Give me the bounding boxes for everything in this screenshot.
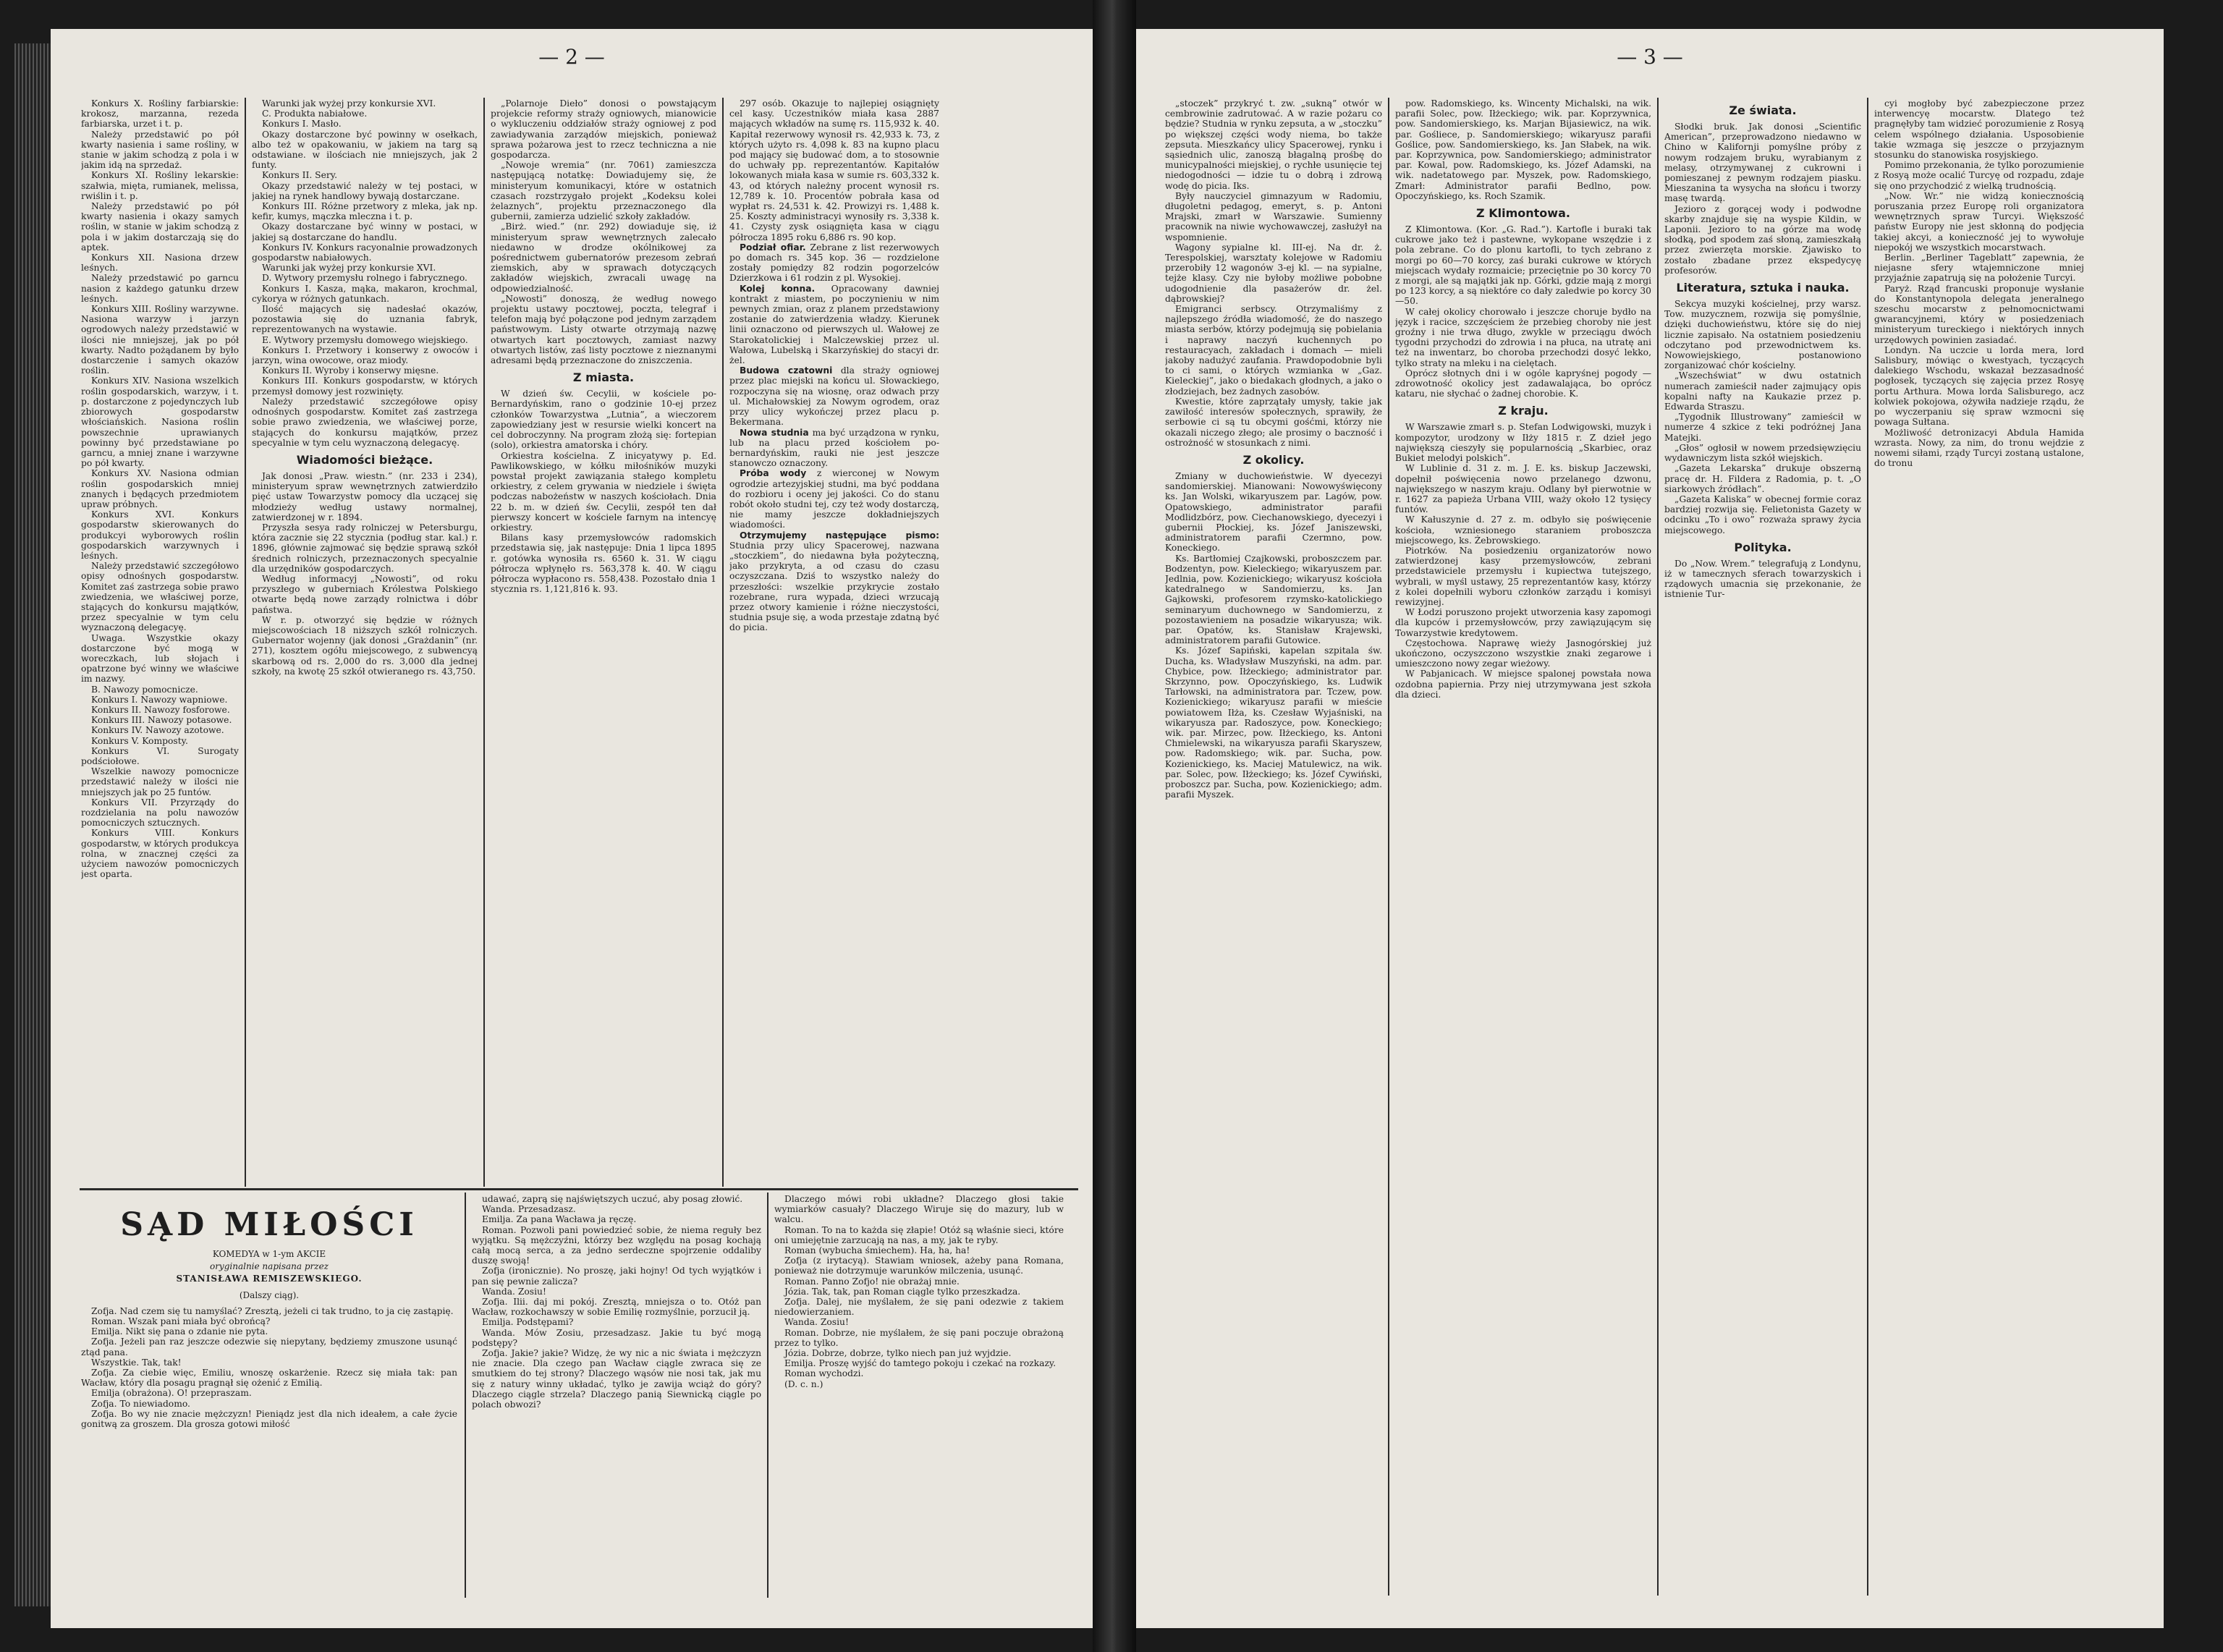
column-left-1 [81, 98, 239, 1184]
paragraph: D. Wytwory przemysłu rolnego i fabrycznego. [262, 273, 467, 284]
paragraph: Bilans kasy przemysłowców radomskich przedstawia się, jak następuje: Dnia 1 lipca 1895 r. gotówka wynosiła rs. 6560 k. 31. W ciągu półrocza wpłynęło rs. 563,378 k. 40. W ciągu półrocza wypłacono rs. 558,438. Pozostało dnia 1 stycznia rs. 1,121,816 k. 93. [491, 533, 716, 595]
play-line: Emilja. Podstępami? [482, 1317, 574, 1328]
feuilleton-rule [80, 1188, 1078, 1190]
paragraph: Konkurs II. Wyroby i konserwy mięsne. [262, 365, 439, 376]
section-heading: Literatura, sztuka i nauka. [1676, 281, 1850, 295]
lead-heading: Nowa studnia [740, 427, 809, 438]
paragraph: W Lublinie d. 31 z. m. J. E. ks. biskup Jaczewski, dopełnił poświęcenia nowo przelanego dzwonu, największego w naszym kraju. Odlany był pierwotnie w r. 1627 za papieża Urbana VIII, waży około 12 tysięcy funtów. [1395, 463, 1651, 515]
column-right-3 [1664, 98, 1861, 1596]
paragraph: W Warszawie zmarł s. p. Stefan Lodwigowski, muzyk i kompozytor, urodzony w Iłży 1815 r. Z dzieł jego największą cieszyły się popularnością „Skarbiec, oraz Bukiet melodyi polskich”. [1395, 422, 1651, 464]
lead-heading: Podział ofiar. [740, 242, 806, 253]
page-stack-edge [14, 43, 51, 1606]
paragraph: Londyn. Na uczcie u lorda mera, lord Salisbury, mówiąc o kwestyach, tyczących dalekiego Wschodu, wskazał bezzasadność pogłosek, tyczących się zajęcia przez Rosyę portu Arthura. Mowa lorda Salisburego, acz kolwiek pokojowa, ożywiła nadzieje rządu, że po wyczerpaniu się spraw wzmocni się powaga Sułtana. [1874, 344, 2084, 428]
lead-heading: Kolej konna. [740, 283, 816, 294]
paragraph: Ilość mających się nadesłać okazów, pozostawia się do uznania fabryk, reprezentowanych na wystawie. [252, 304, 478, 335]
play-line: Zofja. Ilii. daj mi pokój. Zresztą, mniejsza o to. Otóż pan Wacław, rozkochawszy w sobie Emilię rozmyślnie, porzucił ją. [472, 1297, 761, 1318]
paragraph: Konkurs III. Nawozy potasowe. [91, 715, 232, 726]
play-line: Zofja. Jakie? jakie? Widzę, że wy nic a nic świata i mężczyzn nie znacie. Dla czego pan Wacław ciągle zwraca się ze smutkiem do tej strony? Dlaczego wąsów nie nosi tak, jak mu się z natury winny układać, tylko je zawija wciąż do góry? Dlaczego ciągle strzela? Dlaczego panią Siewnicką ciągle po polach obwozi? [472, 1348, 761, 1410]
paragraph: Konkurs II. Nawozy fosforowe. [91, 704, 230, 715]
paragraph: Otrzymujemy następujące pismo: Studnia przy ulicy Spacerowej, nazwana „stoczkiem”, do niedawna była pożyteczną, jako przykryta, a od czasu do czasu oczyszczana. Dziś to wszystko należy do przeszłości: wszelkie przykrycie zostało rozebrane, rura wypada, dzieci wrzucają przez otwory kamienie i różne nieczystości, studnia psuje się, a woda przestaje zdatną być do picia. [729, 530, 939, 633]
paragraph: Konkurs I. Kasza, mąka, makaron, krochmal, cykorya w różnych gatunkach. [252, 283, 478, 304]
section-heading: Z okolicy. [1242, 452, 1305, 467]
paragraph: „Now. Wr.” nie widzą koniecznością poruszania przez Europę roli organizatora wewnętrznych spraw Turcyi. Większość państw Europy nie jest skłonną do podjęcia takiej akcyi, a konieczność jej to wywołuje niepokój we wszystkich mocarstwach. [1874, 190, 2084, 253]
play-line: Emilja. Proszę wyjść do tamtego pokoju i czekać na rozkazy. [784, 1358, 1057, 1369]
play-title: SĄD MIŁOŚCI [120, 1206, 418, 1243]
column-rule [483, 98, 485, 1187]
paragraph: Emigranci serbscy. Otrzymaliśmy z najlepszego źródła wiadomość, że do naszego miasta serbów, którzy podejmują się pobielania i naprawy naczyń kuchennych po restauracyach, zakładach i domach — mieli jakoby nadużyć zaufania. Prawdopodobnie byli to ci sami, o których wzmianka w „Gaz. Kieleckiej”, jako o biedakach głodnych, a jako o złodziejach, bez żadnych zasobów. [1165, 304, 1382, 397]
paragraph: Konkurs IV. Konkurs racyonalnie prowadzonych gospodarstw nabiałowych. [252, 242, 478, 263]
paragraph: Pomimo przekonania, że tylko porozumienie z Rosyą może ocalić Turcyę od rozpadu, zdaje się ono przychodzić z wielką trudnością. [1874, 160, 2084, 191]
play-line: Emilja. Nikt się pana o zdanie nie pyta. [91, 1326, 268, 1337]
play-column-1 [81, 1194, 457, 1599]
column-rule [245, 98, 246, 1187]
play-line: Zofja (ironicznie). No proszę, jaki hojny! Od tych wyjątków i pan się pewnie zalicza? [472, 1266, 761, 1287]
column-left-4 [729, 98, 939, 1184]
play-line: Emilja. Za pana Wacława ja ręczę. [482, 1214, 637, 1225]
paragraph: Kolej konna. Opracowany dawniej kontrakt z miastem, po poczynieniu w nim pewnych zmian, oraz z planem przedstawiony zostanie do zatwierdzenia władzy. Kierunek linii oznaczono od pierwszych ul. Wałowej ze Starokatolickiej i Malczewskiej przez ul. Wałowa, Lubelską i Skarzyńskiej do stacyi dr. żel. [729, 283, 939, 366]
left-page [51, 29, 1093, 1628]
paragraph: Konkurs XI. Rośliny lekarskie: szałwia, mięta, rumianek, melissa, rwiślin i t. p. [81, 170, 239, 201]
column-rule [1867, 98, 1868, 1596]
paragraph: Należy przedstawić po pół kwarty nasienia i okazy samych roślin, w stanie w jakim schodzą z pola i w jakim dostarczają się do aptek. [81, 201, 239, 253]
paragraph: Do „Now. Wrem.” telegrafują z Londynu, iż w tamecznych sferach towarzyskich i rządowych umacnia się przekonanie, że istnienie Tur- [1664, 558, 1861, 600]
book-spine [1093, 0, 1136, 1652]
paragraph: Konkurs III. Różne przetwory z mleka, jak np. kefir, kumys, mączka mleczna i t. p. [252, 201, 478, 222]
play-line: Roman (wybucha śmiechem). Ha, ha, ha! [784, 1245, 970, 1256]
paragraph: W dzień św. Cecylii, w kościele po-Bernardyńskim, rano o godzinie 10-ej przez członków Towarzystwa „Lutnia”, a wieczorem zapowiedziany jest w resursie wielki koncert na cel dobroczynny. Na program złożą się: fortepian (solo), orkiestra amatorska i chóry. [491, 389, 716, 451]
paragraph: pow. Radomskiego, ks. Wincenty Michalski, na wik. parafii Solec, pow. Iłżeckiego; wik. par. Koprzywnica, pow. Sandomierskiego, ks. Marjan Bijasiewicz, na wik. par. Gośliece, p. Sandomierskiego; wikaryusz parafii Goślice, pow. Sandomierskiego, ks. Jan Słabek, na wik. par. Koprzywnica, pow. Sandomierskiego; administrator par. Kowal, pow. Radomskiego, ks. Józef Adamski, na wik. nadetatowego par. Myszek, pow. Radomskiego, Zmarł: Administrator parafii Bedlno, pow. Opoczyńskiego, ks. Roch Szamik. [1395, 98, 1651, 201]
paragraph: Częstochowa. Naprawę wieży Jasnogórskiej już ukończono, oczyszczono wszystkie znaki zegarowe i umieszczono nowy zegar wieżowy. [1395, 637, 1651, 669]
paragraph: Próba wody z wierconej w Nowym ogrodzie artezyjskiej studni, ma być poddana do rozbioru i oceny jej jakości. Co do stanu robót około studni tej, czy też wody dostarczą, nie mamy jeszcze dokładniejszych wiadomości. [729, 468, 939, 530]
section-heading: Wiadomości bieżące. [296, 452, 433, 467]
paragraph: Konkurs VIII. Konkurs gospodarstw, w których produkcya rolna, w znacznej części za użyciem nawozów pomocniczych jest oparta. [81, 828, 239, 880]
lead-heading: Otrzymujemy następujące pismo: [740, 530, 939, 541]
play-line: Wszystkie. Tak, tak! [91, 1357, 182, 1368]
paragraph: W r. p. otworzyć się będzie w różnych miejscowościach 18 niższych szkół rolniczych. Gubernator wojenny (jak donosi „Grażdanin” (nr. 271), kosztem ogółu miejscowego, z subwencyą skarbową od rs. 2,000 do rs. 3,000 dla jednej szkoły, na kwotę 25 szkół otwieranego rs. 43,750. [252, 614, 478, 677]
paragraph: Były nauczyciel gimnazyum w Radomiu, długoletni pedagog, emeryt, s. p. Antoni Mrajski, zmarł w Warszawie. Sumienny pracownik na niwie wychowawczej, zasłużył na wspomnienie. [1165, 190, 1382, 242]
play-line: Roman. To na to każda się złapie! Otóż są właśnie sieci, które oni umiejętnie zarzucają na nas, a my, jak te ryby. [774, 1224, 1064, 1245]
column-rule [1388, 98, 1389, 1596]
play-text-1 [81, 1306, 457, 1429]
paragraph: Należy przedstawić szczegółowo opisy odnośnych gospodarstw. Komitet zaś zastrzega sobie prawo zwiedzenia, we właściwej porze, stających do konkursu majątków, przez specyalnie w tym celu wyznaczoną delegacyę. [81, 561, 239, 633]
paragraph: „Nowoje wremia” (nr. 7061) zamieszcza następującą notatkę: Dowiadujemy się, że ministeryum komunikacyi, które w ostatnich czasach rozstrzygało projekt „Kodeksu kolei żelaznych”, projektu przeznaczonego dla gubernii, zamierza udzielić szkoły zakładów. [491, 160, 716, 222]
column-rule [465, 1193, 466, 1598]
paragraph: Konkurs I. Nawozy wapniowe. [91, 694, 228, 705]
paragraph: Uwaga. Wszystkie okazy dostarczone być mogą w woreczkach, lub słojach i opatrzone być winny we właściwe im nazwy. [81, 632, 239, 685]
paragraph: Orkiestra kościelna. Z inicyatywy p. Ed. Pawlikowskiego, w kółku miłośników muzyki powstał projekt zawiązania stałego kompletu orkiestry, z celem grywania w niedziele i święta podczas nabożeństw w naszych kościołach. Dnia 22 b. m. w dzień św. Cecylii, zespół ten dał pierwszy koncert w kościele farnym na intencyę orkiestry. [491, 450, 716, 533]
section-heading: Z kraju. [1498, 404, 1549, 418]
section-heading: Polityka. [1734, 540, 1792, 554]
paragraph: Należy przedstawić szczegółowe opisy odnośnych gospodarstw. Komitet zaś zastrzega sobie prawo zwiedzenia, we właściwej porze, stających do konkursu majątków, przez specyalnie w tym celu wyznaczoną delegacyę. [252, 396, 478, 448]
play-line: Zofja. Jeżeli pan raz jeszcze odezwie się niepytany, będziemy zmuszone usunąć ztąd pana. [81, 1337, 457, 1357]
play-line: Emilja (obrażona). O! przepraszam. [91, 1388, 252, 1399]
paragraph: Berlin. „Berliner Tageblatt” zapewnia, że niejasne sfery wtajemniczone mniej przyjaźnie zapatrują się na położenie Turcyi. [1874, 253, 2084, 284]
play-line: Józia. Dobrze, dobrze, tylko niech pan już wyjdzie. [784, 1348, 1012, 1359]
section-heading: Z miasta. [572, 370, 635, 385]
paragraph: Należy przedstawić po garncu nasion z każdego gatunku drzew leśnych. [81, 273, 239, 304]
paragraph: Według informacyj „Nowosti”, od roku przyszłego w guberniach Królestwa Polskiego otwarte będą nowe zarządy rolnictwa i dóbr państwa. [252, 573, 478, 615]
play-column-3 [774, 1194, 1064, 1599]
paragraph: B. Nawozy pomocnicze. [91, 684, 198, 695]
paragraph: Konkurs XVI. Konkurs gospodarstw skierowanych do produkcyi wyborowych roślin gospodarskich warzywnych i leśnych. [81, 509, 239, 561]
paragraph: W całej okolicy chorowało i jeszcze choruje bydło na język i racice, szczęściem że przebieg choroby nie jest groźny i nie trwa długo, zwykle w przeciągu dwóch tygodni przychodzi do zdrowia i na płuca, na utratę ani też na inwentarz, bo choroba przechodzi dosyć lekko, tylko straty na mleku i na cielętach. [1395, 306, 1651, 368]
paragraph: Nowa studnia ma być urządzona w rynku, lub na placu przed kościołem po-bernardyńskim, rauki nie jest jeszcze stanowczo oznaczony. [729, 427, 939, 469]
paragraph: Konkurs II. Sery. [262, 170, 337, 181]
paragraph: C. Produkta nabiałowe. [262, 109, 368, 119]
play-line: Zofja (z irytacyą). Stawiam wniosek, ażeby pana Romana, ponieważ nie dotrzymuje warunków milczenia, usunąć. [774, 1255, 1064, 1276]
paragraph: „Gazeta Lekarska” drukuje obszerną pracę dr. H. Fildera z Radomia, p. t. „O siarkowych źródłach”. [1664, 463, 1861, 494]
play-line: Roman. Wszak pani miała być obrońcą? [91, 1316, 271, 1327]
paragraph: Konkurs III. Konkurs gospodarstw, w których przemysł domowy jest rozwinięty. [252, 376, 478, 397]
play-line: Roman. Dobrze, nie myślałem, że się pani poczuje obrażoną przez to tylko. [774, 1327, 1064, 1348]
section-heading: Z Klimontowa. [1476, 206, 1570, 221]
paragraph: Jak donosi „Praw. wiestn.” (nr. 233 i 234), ministeryum spraw wewnętrznych zatwierdziło pięć ustaw Towarzystw pomocy dla uczącej się młodzieży według ustawy normalnej, zatwierdzonej w r. 1894. [252, 470, 478, 522]
paragraph: Konkurs XIV. Nasiona wszelkich roślin gospodarskich, warzyw, i t. p. dostarczone z pojedynczych lub zbiorowych gospodarstw włościańskich. Nasiona roślin powszechnie uprawianych powinny być przedstawiane po garncu, a mniej znane i warzywne po pół kwarty. [81, 376, 239, 469]
paragraph: „stoczek” przykryć t. zw. „sukną” otwór w cembrowinie zadrutować. A w razie pożaru co będzie? Studnia w rynku zepsuta, a w „stoczku” po większej części wody niema, bo także zepsuta. Mieszkańcy ulicy Spacerowej, rynku i sąsiednich ulic, zanoszą błagalną prośbę do municypalności miejskiej, o rychłe usunięcie tej niedogodności — idzie tu o dobrą i zdrową wodę do picia. Iks. [1165, 98, 1382, 191]
play-line: Wanda. Zosiu! [482, 1286, 546, 1297]
paragraph: W Łodzi poruszono projekt utworzenia kasy zapomogi dla kupców i przemysłowców, przy zawiązującym się Towarzystwie kredytowem. [1395, 607, 1651, 638]
paragraph: Konkurs XIII. Rośliny warzywne. Nasiona warzyw i jarzyn ogrodowych należy przedstawić w ilości nie mniejszej, jak po pół kwarty. Nadto pożądanem by było dostarczenie i samych okazów roślin. [81, 304, 239, 376]
paragraph: Wagony sypialne kl. III-ej. Na dr. ż. Terespolskiej, warsztaty kolejowe w Radomiu przerobiły 12 wagonów 3-ej kl. — na sypialne, tejże klasy. Czy nie byłoby możliwe pobobne udogodnienie dla pasażerów dr. żel. dąbrowskiej? [1165, 242, 1382, 304]
paragraph: W Pabjanicach. W miejsce spalonej powstała nowa ozdobna papiernia. Przy niej utrzymywana jest szkoła dla dzieci. [1395, 669, 1651, 700]
play-line: Roman wychodzi. [784, 1368, 864, 1379]
paragraph: Zmiany w duchowieństwie. W dyecezyi sandomierskiej. Mianowani: Nowowyświęcony ks. Jan Wolski, wikaryuszem par. Lagów, pow. Opatowskiego, administrator parafii Modlidzbórz, pow. Ciechanowskiego, dyecezyi i gubernii Płockiej, ks. Józef Janiszewski, administratorem parafii Czermno, pow. Koneckiego. [1165, 470, 1382, 554]
column-right-2 [1395, 98, 1651, 1596]
play-column-2 [472, 1194, 761, 1599]
page-number-right: — 3 — [1617, 45, 1683, 69]
paragraph: „Gazeta Kaliska” w obecnej formie coraz bardziej rozwija się. Felietonista Gazety w odcinku „To i owo” rozważa sprawy życia miejscowego. [1664, 494, 1861, 535]
play-line: Wanda. Przesadzasz. [482, 1204, 576, 1215]
paragraph: Okazy dostarczane być winny w postaci, w jakiej są dostarczane do handlu. [252, 221, 478, 242]
paragraph: Konkurs V. Komposty. [91, 735, 188, 746]
column-right-4 [1874, 98, 2084, 1596]
paragraph: W Kałuszynie d. 27 z. m. odbyło się poświęcenie kościoła, wzniesionego staraniem proboszcza miejscowego, ks. Żebrowskiego. [1395, 514, 1651, 546]
paragraph: Konkurs XV. Nasiona odmian roślin gospodarskich mniej znanych i będących przedmiotem upraw próbnych. [81, 468, 239, 509]
paragraph: Budowa czatowni dla straży ogniowej przez plac miejski na końcu ul. Słowackiego, rozpoczyna się na wiosnę, oraz odwach przy ul. Michałowskiej za Nowym ogrodem, oraz przy ulicy wykończej przez placu p. Bekermana. [729, 365, 939, 428]
column-right-1 [1165, 98, 1382, 1596]
play-line: Zofja. Nad czem się tu namyślać? Zresztą, jeżeli ci tak trudno, to ja cię zastąpię. [91, 1305, 454, 1316]
play-line: Wanda. Mów Zosiu, przesadzasz. Jakie tu być mogą podstępy? [472, 1327, 761, 1348]
play-subtitle-2: oryginalnie napisana przez [209, 1261, 329, 1272]
column-left-3 [491, 98, 716, 1184]
play-line: Zofja. Dalej, nie myślałem, że się pani odezwie z takiem niedowierzaniem. [774, 1297, 1064, 1318]
paragraph: „Birż. wied.” (nr. 292) dowiaduje się, iż ministeryum spraw wewnętrznych zalecało niedawno w drodze okólnikowej za pośrednictwem gubernatorów prezesom zebrań ziemskich, aby w sprawach dotyczących zakładów wiejskich, zwracali uwagę na odpowiedzialność. [491, 221, 716, 294]
paragraph: 297 osób. Okazuje to najlepiej osiągnięty cel kasy. Uczestników miała kasa 2887 mających wkładów na sumę rs. 115,932 k. 40. Kapitał rezerwowy wynosił rs. 42,933 k. 73, z których użyto rs. 4,098 k. 83 na kupno placu pod mający się budować dom, a to stosownie do uchwały pp. reprezentantów. Kapitałów lokowanych miała kasa w sumie rs. 603,332 k. 43, od których należny procent wynosił rs. 12,789 k. 10. Procentów pobrała kasa od wypłat rs. 24,531 k. 42. Prowizyi rs. 1,488 k. 25. Koszty administracyi wynosiły rs. 3,338 k. 41. Czysty zysk osiągnięta kasa w ciągu półrocza 1895 roku 6,886 rs. 90 kop. [729, 98, 939, 242]
paragraph: Konkurs VII. Przyrządy do rozdzielania na polu nawozów pomocniczych sztucznych. [81, 797, 239, 829]
paragraph: Konkurs I. Przetwory i konserwy z owoców i jarzyn, wina owocowe, oraz miody. [252, 344, 478, 366]
paragraph: „Nowosti” donoszą, że według nowego projektu ustawy pocztowej, poczta, telegraf i telefon mają być połączone pod jednym zarządem państwowym. Listy otwarte otrzymają nazwę otwartych kart pocztowych, zamiast nazwy otwartych listów, zaś listy pocztowe z nieznanymi adresami będą przeznaczone do zniszczenia. [491, 293, 716, 366]
lead-heading: Budowa czatowni [740, 365, 833, 376]
right-page [1136, 29, 2164, 1628]
play-line: Zofja. Za ciebie więc, Emiliu, wnoszę oskarżenie. Rzecz się miała tak: pan Wacław, który dla posagu pragnął się ożenić z Emilią. [81, 1368, 457, 1389]
paragraph: „Tygodnik Illustrowany” zamieścił w numerze 4 szkice z teki podróżnej Jana Matejki. [1664, 412, 1861, 443]
paragraph: Słodki bruk. Jak donosi „Scientific American”, przeprowadzono niedawno w Chino w Kalifornji pomyślne próby z nowym rodzajem bruku, wyrabianym z melasy, otrzymywanej z cukrowni i pomieszanej z pewnym rodzajem piasku. Mieszanina ta wysycha na słońcu i tworzy masę twardą. [1664, 122, 1861, 204]
paragraph: Konkurs XII. Nasiona drzew leśnych. [81, 253, 239, 274]
play-line: Zofja. Bo wy nie znacie mężczyzn! Pieniądz jest dla nich ideałem, a całe życie gonitwą za groszem. Dla grosza gotowi miłość [81, 1408, 457, 1430]
paragraph: Jezioro z gorącej wody i podwodne skarby znajduje się na wyspie Kildin, w Laponii. Jezioro to na górze ma wodę słodką, pod spodem zaś słoną, zamieszkałą przez zwierzęta morskie. Zjawisko to zostało zbadane przez ekspedycyę profesorów. [1664, 203, 1861, 276]
play-line: Roman. Panno Zofjo! nie obrażaj mnie. [784, 1276, 960, 1287]
paragraph: Podział ofiar. Zebrane z list rezerwowych po domach rs. 345 kop. 36 — rozdzielone zostały pomiędzy 82 rodzin pogorzelców Dzierzkowa i 61 rodzin z pl. Wysokiej. [729, 242, 939, 284]
play-line: Dlaczego mówi robi układne? Dlaczego głosi takie wymiarków casuały? Dlaczego Wiruje się do mazury, lub w walcu. [774, 1194, 1064, 1225]
paragraph: Oprócz słotnych dni i w ogóle kapryśnej pogody — zdrowotność okolicy jest zadawalająca, bo oprócz kataru, nie słychać o żadnej chorobie. K. [1395, 368, 1651, 399]
paragraph: Konkurs VI. Surogaty podściołowe. [81, 745, 239, 766]
paragraph: Konkurs I. Masło. [262, 119, 342, 130]
paragraph: Ks. Józef Sapiński, kapelan szpitala św. Ducha, ks. Władysław Muszyński, na adm. par. Chybice, pow. Iłżeckiego; administrator par. Skrzynno, pow. Opoczyńskiego, ks. Ludwik Tarłowski, na administratora par. Tczew, pow. Kozienickiego; wikaryusz parafii w mieście powiatowem Iłża, ks. Czesław Wyjaśniski, na wikaryusza par. Radoszyce, pow. Koneckiego; wik. par. Mirzec, pow. Iłżeckiego, ks. Antoni Chmielewski, na wikaryusza parafii Skaryszew, pow. Radomskiego; wik. par. Sucha, pow. Kozienickiego, ks. Maciej Matulewicz, na wik. par. Solec, pow. Iłżeckiego; ks. Józef Cywiński, proboszcz par. Sucha, pow. Kozienickiego; adm. parafii Myszek. [1165, 645, 1382, 800]
page-number-left: — 2 — [538, 45, 605, 69]
play-line: Zofja. To niewiadomo. [91, 1398, 190, 1409]
play-author: STANISŁAWA REMISZEWSKIEGO. [176, 1274, 363, 1284]
play-line: udawać, zaprą się najświętszych uczuć, aby posag złowić. [482, 1194, 743, 1204]
play-continued: (Dalszy ciąg). [239, 1289, 300, 1300]
section-heading: Ze świata. [1729, 103, 1797, 117]
paragraph: Wszelkie nawozy pomocnicze przedstawić należy w ilości nie mniejszych jak po 25 funtów. [81, 766, 239, 797]
paragraph: Okazy przedstawić należy w tej postaci, w jakiej na rynek handlowy bywają dostarczane. [252, 180, 478, 201]
column-rule [767, 1193, 768, 1598]
play-line: Józia. Tak, tak, pan Roman ciągle tylko przeszkadza. [784, 1286, 1021, 1297]
paragraph: Przyszła sesya rady rolniczej w Petersburgu, która zacznie się 22 stycznia (podług star. kal.) r. 1896, głównie zajmować się będzie sprawą szkół średnich rolniczych, przeznaczonych specyalnie dla urzędników gospodarczych. [252, 522, 478, 574]
paragraph: cyi mogłoby być zabezpieczone przez interwencyę mocarstw. Dlatego też pragnęłyby tam widzieć porozumienie z Rosyą celem wspólnego działania. Usposobienie takie wzmaga się jeszcze o przyjaznym stosunku do stanowiska rosyjskiego. [1874, 98, 2084, 161]
paragraph: Z Klimontowa. (Kor. „G. Rad.”). Kartofle i buraki tak cukrowe jako też i pastewne, wykopane wszędzie i z pola zebrane. Co do plonu kartofli, to tych zebrano z morgi po 60—70 korcy, zaś buraki cukrowe w których miejscach wydały rozmaicie; przeciętnie po 30 korcy 70 z morgi, ale są majątki jak np. Górki, gdzie mają z morgi po 123 korcy, a są niektóre co dały zaledwie po korcy 30—50. [1395, 224, 1651, 307]
paragraph: Należy przedstawić po pół kwarty nasienia i same rośliny, w stanie w jakim schodzą z pola i w jakim idą na sprzedaż. [81, 129, 239, 171]
column-rule [1657, 98, 1659, 1596]
paragraph: Kwestie, które zaprzątały umysły, takie jak zawiłość interesów społecznych, sprawiły, że serbowie ci są tu obcymi gośćmi, którzy nie okazali niczego złego; ale prosimy o baczność i ostrożność w stosunkach z nimi. [1165, 396, 1382, 448]
paragraph: Paryż. Rząd francuski proponuje wysłanie do Konstantynopola delegata jeneralnego szeschu mocarstw z pełnomocnictwami gwarancyjnemi, który w posiedzeniach ministeryum tureckiego i niektórych innych urzędowych powinien zasiadać. [1874, 283, 2084, 345]
paragraph: E. Wytwory przemysłu domowego wiejskiego. [262, 334, 468, 345]
paragraph: „Głos” ogłosił w nowem przedsięwzięciu wydawniczym lista szkół wiejskich. [1664, 442, 1861, 464]
column-left-2 [252, 98, 478, 1184]
play-line: (D. c. n.) [784, 1378, 823, 1389]
play-line: Wanda. Zosiu! [784, 1317, 849, 1328]
paragraph: Ks. Bartłomiej Czajkowski, proboszczem par. Bodzentyn, pow. Kieleckiego; wikaryuszem par. Jedlnia, pow. Kozienickiego; wikaryusz kościoła katedralnego w Sandomierzu, ks. Jan Gajkowski, profesorem rzymsko-katolickiego seminaryum duchownego w Sandomierzu, z pozostawieniem na posadzie wikaryusza; wik. par. Opatów, ks. Stanisław Krajewski, administratorem parafii Gutowice. [1165, 553, 1382, 646]
play-subtitle: KOMEDYA w 1-ym AKCIE [212, 1249, 326, 1259]
paragraph: Możliwość detronizacyi Abdula Hamida wzrasta. Nowy, za nim, do tronu wejdzie z nowemi siłami, rządy Turcyi zostaną ustalone, do tronu [1874, 427, 2084, 469]
paragraph: Piotrków. Na posiedzeniu organizatorów nowo zatwierdzonej kasy przemysłowców, zebrani przedstawiciele przemysłu i kupiectwa tutejszego, wybrali, w myśl ustawy, 25 reprezentantów kasy, którzy z kolei dopełnili wyboru członków zarządu i komisyi rewizyjnej. [1395, 545, 1651, 607]
paragraph: Konkurs IV. Nawozy azotowe. [91, 725, 224, 736]
paragraph: Okazy dostarczone być powinny w osełkach, albo też w opakowaniu, w jakiem na targ są odstawiane. w ilościach nie mniejszych, jak 2 funty. [252, 129, 478, 171]
paragraph: Warunki jak wyżej przy konkursie XVI. [262, 98, 436, 109]
paragraph: „Polarnoje Dieło” donosi o powstającym projekcie reformy straży ogniowych, mianowicie o wykluczeniu oddziałów straży ogniowej z pod zawiadywania zarządów miejskich, ponieważ sprawa pożarowa jest to rzecz techniczna a nie gospodarcza. [491, 98, 716, 161]
play-line: Roman. Pozwoli pani powiedzieć sobie, że niema reguły bez wyjątku. Są mężczyźni, którzy bez względu na posag kochają całą mocą serca, a za jedno serdeczne spojrzenie oddaliby duszę swoją! [472, 1224, 761, 1266]
paragraph: Sekcya muzyki kościelnej, przy warsz. Tow. muzycznem, rozwija się pomyślnie, dzięki duchowieństwu, które się do niej licznie zapisało. Na ostatniem posiedzeniu odczytano pod przewodnictwem ks. Nowowiejskiego, postanowiono zorganizować chór kościelny. [1664, 299, 1861, 371]
lead-heading: Próba wody [740, 468, 807, 479]
column-rule [722, 98, 724, 1187]
paragraph: Warunki jak wyżej przy konkursie XVI. [262, 263, 436, 274]
paragraph: „Wszechświat” w dwu ostatnich numerach zamieścił nader zajmujący opis kopalni nafty na Kaukazie przez p. Edwarda Straszu. [1664, 370, 1861, 412]
paragraph: Konkurs X. Rośliny farbiarskie: krokosz, marzanna, rezeda farbiarska, urzet i t. p. [81, 98, 239, 130]
